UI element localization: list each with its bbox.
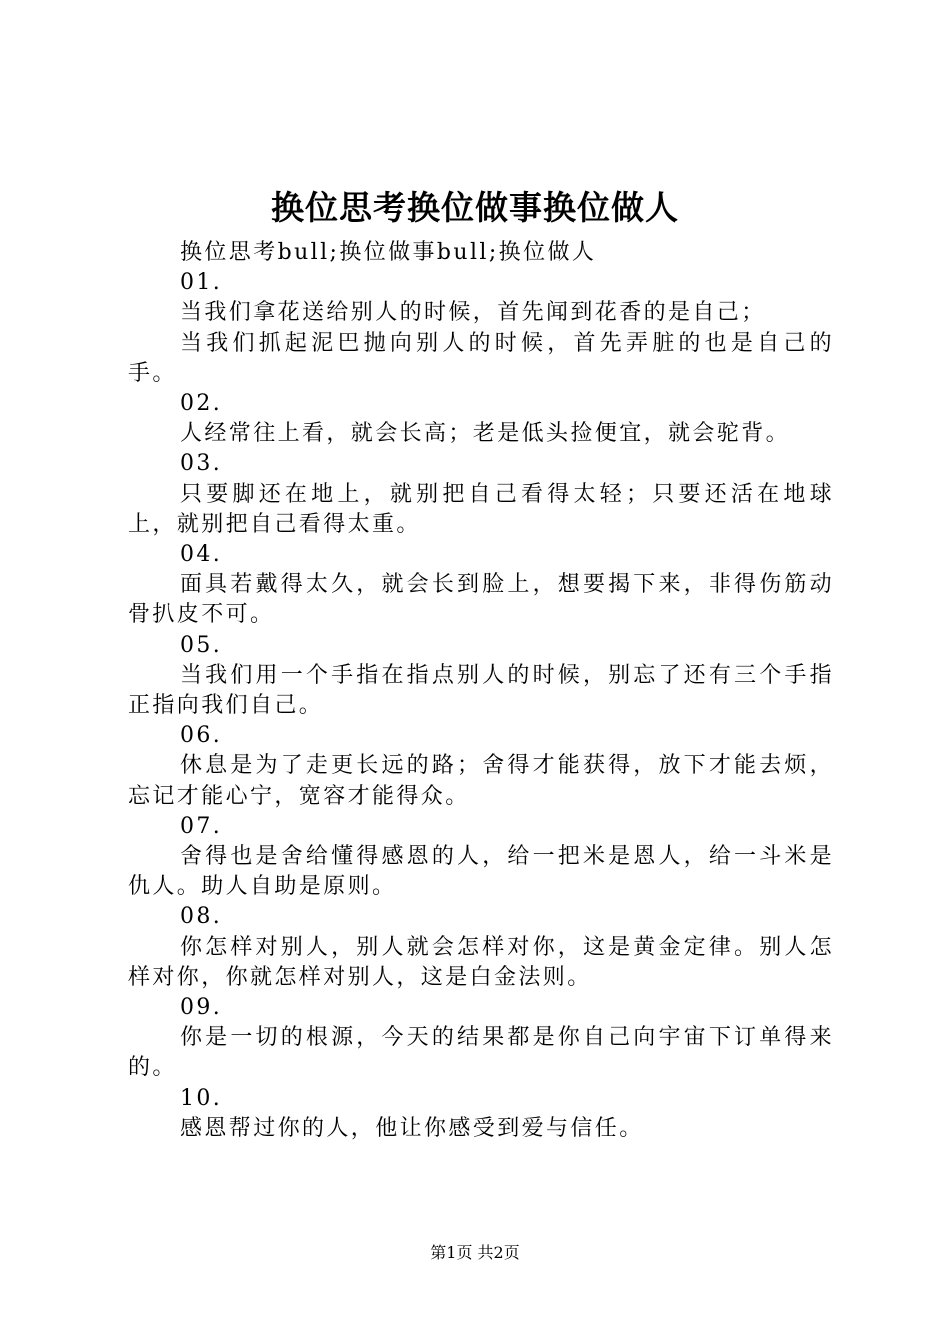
section-number: 05.	[180, 632, 223, 658]
paragraph: 当我们拿花送给别人的时候，首先闻到花香的是自己；	[180, 300, 766, 326]
paragraph: 只要脚还在地上，就别把自己看得太轻；只要还活在地球上，就别把自己看得太重。	[128, 481, 834, 537]
section-number: 06.	[180, 723, 223, 749]
paragraph: 当我们用一个手指在指点别人的时候，别忘了还有三个手指正指向我们自己。	[128, 662, 834, 719]
section-number: 04.	[180, 542, 223, 568]
section-number: 03.	[180, 451, 223, 477]
section-number: 01.	[180, 270, 223, 296]
document-body	[128, 238, 834, 1144]
paragraph: 你是一切的根源，今天的结果都是你自己向宇宙下订单得来的。	[128, 1025, 834, 1081]
paragraph: 感恩帮过你的人，他让你感受到爱与信任。	[180, 1115, 644, 1141]
paragraph: 换位思考bull;换位做事bull;换位做人	[180, 240, 597, 265]
section-number: 07.	[180, 813, 223, 839]
paragraph: 面具若戴得太久，就会长到脸上，想要揭下来，非得伤筋动骨扒皮不可。	[128, 572, 834, 628]
document-title: 换位思考换位做事换位做人	[271, 188, 679, 227]
section-number: 09.	[180, 995, 223, 1021]
page-footer: 第1页 共2页	[430, 1243, 520, 1262]
paragraph: 当我们抓起泥巴抛向别人的时候，首先弄脏的也是自己的手。	[128, 330, 834, 386]
section-number: 08.	[180, 904, 223, 930]
paragraph: 你怎样对别人，别人就会怎样对你，这是黄金定律。别人怎样对你，你就怎样对别人，这是白金法则。	[128, 934, 834, 990]
paragraph: 人经常往上看，就会长高；老是低头捡便宜，就会驼背。	[180, 421, 791, 447]
paragraph: 休息是为了走更长远的路；舍得才能获得，放下才能去烦，忘记才能心宁，宽容才能得众。	[128, 753, 834, 809]
section-number: 02.	[180, 391, 223, 417]
paragraph: 舍得也是舍给懂得感恩的人，给一把米是恩人，给一斗米是仇人。助人自助是原则。	[128, 844, 834, 900]
section-number: 10.	[180, 1085, 223, 1111]
